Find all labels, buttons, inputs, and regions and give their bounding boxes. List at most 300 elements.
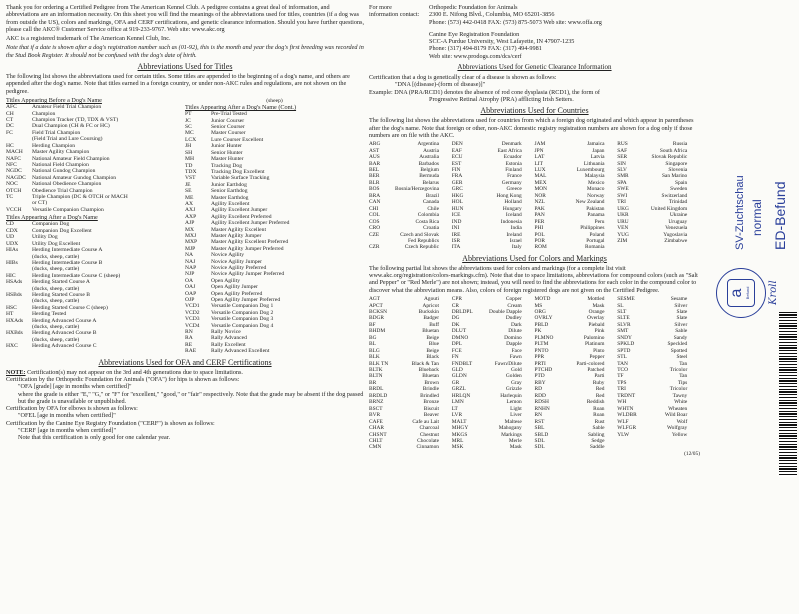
country-abbr: TRI bbox=[617, 199, 626, 206]
color-abbr: BRNZ bbox=[369, 399, 384, 406]
country-meaning: Spain bbox=[674, 179, 688, 186]
seal-stamp bbox=[716, 268, 766, 318]
color-abbr: FNDBLT bbox=[451, 360, 473, 367]
title-abbr: CH bbox=[6, 110, 14, 117]
color-meaning: Speckled bbox=[667, 341, 688, 348]
country-meaning: Canada bbox=[422, 199, 439, 206]
country-meaning: Chile bbox=[427, 205, 439, 212]
color-meaning: Dilute bbox=[508, 328, 522, 335]
title-abbr: SC bbox=[185, 124, 192, 131]
color-abbr: PLMNO bbox=[534, 334, 554, 341]
color-meaning: Tan bbox=[679, 373, 688, 380]
color-abbr: CHAR bbox=[369, 425, 384, 432]
title-meaning: Master Agility Excellent bbox=[211, 226, 266, 233]
country-meaning: New Zealand bbox=[575, 199, 605, 206]
color-abbr: PBLD bbox=[534, 321, 549, 328]
title-abbr: AX bbox=[185, 200, 194, 207]
color-meaning: Brindled bbox=[420, 392, 439, 399]
titles-col-a bbox=[6, 97, 185, 355]
country-meaning: Belarus bbox=[422, 179, 439, 186]
color-meaning: Blue bbox=[428, 341, 439, 348]
intro-paragraph: Thank you for ordering a Certified Pedigree from The American Kennel Club. A pedigree contains a great deal of information, and abbreviations are an information necessity. On this sheet you will find the meanings of the abbreviations used for titles, countries (if a dog was from outside the US), colors and markings, OFA and CERF certifications, and genetic clearance information. Should you have further questions, please call the AKC® Customer Service office at 919-233-9767. Web site: www.akc.org bbox=[6, 4, 364, 33]
title-meaning: Agility Excellent Jumper Preferred bbox=[211, 220, 290, 227]
ofa-line: "OFEL [age in months when certified]" bbox=[18, 412, 116, 420]
color-meaning: Beige bbox=[426, 334, 439, 341]
color-abbr: STL bbox=[617, 354, 627, 361]
title-abbr: HXC bbox=[6, 343, 18, 350]
color-meaning: Patched bbox=[587, 367, 605, 374]
country-meaning: Monaco bbox=[586, 186, 605, 193]
color-meaning: Chestnut bbox=[419, 431, 439, 438]
after-name-cont-table bbox=[185, 111, 291, 354]
genetic-line: Example: DNA (PRA/RCD1) denotes the absence of rod cone dysplasia (RCD1), the form of bbox=[369, 88, 600, 96]
title-meaning: Master Earthdog bbox=[211, 194, 249, 201]
color-abbr: LMN bbox=[451, 399, 464, 406]
country-cell bbox=[369, 244, 452, 250]
color-meaning: Pinto bbox=[593, 347, 605, 354]
country-meaning: Australia bbox=[419, 154, 439, 161]
color-meaning: Merle bbox=[508, 438, 522, 445]
country-meaning: Ecuador bbox=[503, 154, 522, 161]
color-row bbox=[369, 444, 700, 450]
country-abbr: CRO bbox=[369, 225, 381, 232]
title-abbr: OAP bbox=[185, 290, 197, 297]
color-meaning: Chocolate bbox=[417, 438, 439, 445]
country-meaning: Israel bbox=[509, 237, 522, 244]
color-meaning: Pepper bbox=[589, 354, 605, 361]
color-abbr: BHDM bbox=[369, 328, 386, 335]
title-meaning: Open Agility Jumper bbox=[211, 284, 258, 291]
title-meaning: Agility Excellent bbox=[211, 200, 250, 207]
before-name-heading: Titles Appearing Before a Dog's Name bbox=[6, 96, 102, 104]
color-abbr: BVR bbox=[369, 412, 381, 419]
title-abbr: HIAs bbox=[6, 247, 19, 254]
title-meaning: Pre-Trial Tested bbox=[211, 111, 247, 118]
country-abbr: CHI bbox=[369, 205, 379, 212]
country-abbr: COL bbox=[369, 212, 380, 219]
countries-intro: The following list shows the abbreviations used for countries from which a foreign dog originated and which appear in parentheses after the dog's name. Note that foreign or other, non-AKC domestic registry registration numbers are shown for a dog only if those numbers are on file with the AKC. bbox=[369, 117, 694, 139]
color-meaning: Markings bbox=[501, 431, 522, 438]
color-abbr: BLTN bbox=[369, 373, 383, 380]
title-abbr: NJP bbox=[185, 271, 195, 278]
color-meaning: Rust bbox=[594, 418, 605, 425]
country-meaning: Venezuela bbox=[665, 225, 688, 232]
color-meaning: Red bbox=[595, 386, 605, 393]
title-abbr: SE bbox=[185, 188, 192, 195]
color-abbr: WLFGR bbox=[617, 425, 637, 432]
ofa-line: where the grade is either "E," "G," or "F" for "excellent," "good," or "fair" respectively. Note that the grade may be absent if the dog passed but the grade is unavailable or unpublished. bbox=[18, 390, 364, 405]
contact-block bbox=[369, 4, 700, 60]
color-abbr: BSCT bbox=[369, 405, 383, 412]
color-meaning: Spotted bbox=[670, 347, 688, 354]
title-abbr: MC bbox=[185, 130, 194, 137]
color-abbr: CHSNT bbox=[369, 431, 387, 438]
country-abbr: ICE bbox=[451, 212, 461, 219]
country-meaning: Holland bbox=[504, 199, 522, 206]
color-meaning: Wolfgray bbox=[667, 425, 688, 432]
title-abbr: MXJ bbox=[185, 232, 197, 239]
country-abbr: IND bbox=[451, 218, 462, 225]
title-abbr: HC bbox=[6, 142, 14, 149]
country-abbr: LIT bbox=[534, 160, 543, 167]
country-abbr: NOR bbox=[534, 192, 546, 199]
color-meaning: Black & Tan bbox=[411, 360, 439, 367]
color-abbr: MS bbox=[534, 302, 543, 309]
title-abbr: NOC bbox=[6, 181, 18, 188]
title-abbr: RA bbox=[185, 335, 193, 342]
title-abbr: MXP bbox=[185, 239, 198, 246]
country-abbr: HOL bbox=[451, 199, 463, 206]
cerf-address-line: Web site: www.prodogs.com/dcs/cerf bbox=[429, 52, 522, 60]
country-meaning: Hong Kong bbox=[496, 192, 522, 199]
title-abbr: OA bbox=[185, 277, 194, 284]
title-meaning: Versatile Companion Dog 1 bbox=[211, 303, 274, 310]
color-meaning: Red bbox=[595, 392, 605, 399]
genetic-heading: Abbreviations Used for Genetic Clearance Information bbox=[457, 63, 612, 72]
color-meaning: Brown bbox=[424, 379, 439, 386]
color-abbr: BLG bbox=[369, 347, 380, 354]
country-abbr: PHI bbox=[534, 225, 544, 232]
country-meaning: United Kingdom bbox=[650, 205, 688, 212]
color-abbr: TCO bbox=[617, 367, 629, 374]
titles-intro: The following list shows the abbreviations used for certain titles. Some titles are appended to the beginning of a dog's name, and others are appended after the dog's name. Note that titles earned in a foreign country, or under non-AKC rules and regulations, are not shown on the pedigree. bbox=[6, 73, 350, 95]
title-abbr: TD bbox=[185, 162, 193, 169]
country-abbr: BER bbox=[369, 173, 380, 180]
color-abbr: DBLDPL bbox=[451, 308, 473, 315]
color-meaning: Bluetan bbox=[422, 373, 439, 380]
country-abbr: IRE bbox=[451, 231, 461, 238]
color-abbr: LT bbox=[451, 405, 458, 412]
title-meaning: Herding Advanced Course B bbox=[32, 330, 97, 337]
title-meaning: Rally Advanced Excellent bbox=[211, 348, 270, 355]
color-meaning: Wolf bbox=[676, 418, 688, 425]
stamp-line-3: SV-Zuchtschau bbox=[734, 175, 746, 250]
country-meaning: Switzerland bbox=[661, 192, 688, 199]
title-meaning: Open Agility bbox=[211, 277, 241, 284]
title-abbr: NAJ bbox=[185, 258, 196, 265]
country-meaning: Philippines bbox=[580, 225, 605, 232]
color-meaning: Ruby bbox=[592, 379, 605, 386]
color-meaning: Harlequin bbox=[500, 392, 522, 399]
color-meaning: Yellow bbox=[671, 431, 688, 438]
title-abbr: MH bbox=[185, 156, 195, 163]
country-abbr: PAN bbox=[534, 212, 545, 219]
country-meaning: Colombia bbox=[417, 212, 439, 219]
title-meaning: Herding Intermediate Course A bbox=[32, 247, 103, 254]
stamp-line-1: ED-Befund bbox=[772, 181, 788, 250]
color-meaning: Buff bbox=[429, 321, 439, 328]
color-meaning: Maltese bbox=[504, 418, 522, 425]
title-meaning: Herding Tested bbox=[32, 311, 67, 318]
color-abbr: CHLT bbox=[369, 438, 383, 445]
color-meaning: Steel bbox=[676, 354, 688, 361]
color-abbr: DLUT bbox=[451, 328, 467, 335]
title-abbr: VCD2 bbox=[185, 309, 200, 316]
title-abbr: SH bbox=[185, 149, 193, 156]
title-meaning: (ducks, sheep, cattle) bbox=[32, 298, 80, 305]
color-meaning: Grizzle bbox=[505, 386, 522, 393]
country-abbr: SWE bbox=[617, 186, 629, 193]
country-meaning: Hungary bbox=[502, 205, 522, 212]
color-meaning: Sesame bbox=[670, 296, 688, 303]
color-meaning: White bbox=[674, 399, 688, 406]
color-meaning: Lemon bbox=[506, 399, 522, 406]
country-abbr: PAK bbox=[534, 205, 545, 212]
title-meaning: Herding Started Course C (sheep) bbox=[32, 304, 108, 311]
color-abbr: BRDL bbox=[369, 386, 384, 393]
country-abbr: BRA bbox=[369, 192, 381, 199]
color-meaning: Silver bbox=[674, 302, 688, 309]
country-meaning: Czech and Slovak bbox=[400, 231, 439, 238]
color-abbr: SDL bbox=[534, 438, 545, 445]
color-abbr: SLT bbox=[617, 308, 627, 315]
color-abbr: BF bbox=[369, 321, 376, 328]
title-abbr: VCD3 bbox=[185, 316, 200, 323]
color-abbr: APCT bbox=[369, 302, 383, 309]
title-meaning: Champion bbox=[32, 110, 56, 117]
title-meaning: Amateur Field Trial Champion bbox=[32, 104, 102, 111]
barcode bbox=[779, 312, 797, 477]
color-meaning: Slate bbox=[676, 315, 688, 322]
country-abbr: POR bbox=[534, 237, 545, 244]
color-abbr: TPS bbox=[617, 379, 627, 386]
color-meaning: Tawny bbox=[672, 392, 688, 399]
country-abbr: FIN bbox=[451, 166, 461, 173]
title-abbr: CT bbox=[6, 117, 14, 124]
country-meaning: East Africa bbox=[497, 147, 522, 154]
before-name-table bbox=[6, 104, 130, 213]
ofa-address-line: 2300 E. Nifong Blvd., Columbia, MO 65201-3856 bbox=[429, 11, 555, 19]
country-abbr: SWI bbox=[617, 192, 628, 199]
country-meaning: Yugoslavia bbox=[663, 231, 688, 238]
ofa-line: Note that this certification is only good for one calendar year. bbox=[18, 434, 171, 442]
title-meaning: Versatile Companion Dog 4 bbox=[211, 322, 274, 329]
color-meaning: Tricolor bbox=[669, 367, 688, 374]
color-meaning: Orange bbox=[588, 308, 605, 315]
country-abbr: JPN bbox=[534, 147, 544, 154]
title-meaning: Herding Champion bbox=[32, 142, 76, 149]
title-abbr: FC bbox=[6, 129, 13, 136]
title-abbr: HXAds bbox=[6, 317, 24, 324]
title-meaning: Tracking Dog Excellent bbox=[211, 168, 265, 175]
country-meaning: Romania bbox=[585, 244, 605, 251]
country-meaning: Italy bbox=[511, 244, 522, 251]
color-abbr: GRZL bbox=[451, 386, 466, 393]
color-abbr: MHGY bbox=[451, 425, 469, 432]
country-abbr: PER bbox=[534, 218, 545, 225]
color-abbr: BR bbox=[369, 379, 377, 386]
color-meaning: Sandy bbox=[673, 334, 688, 341]
color-meaning: Reddish bbox=[586, 399, 605, 406]
title-abbr: PT bbox=[185, 111, 192, 118]
title-meaning: Senior Earthdog bbox=[211, 188, 248, 195]
country-meaning: Uruguay bbox=[668, 218, 688, 225]
color-abbr: SMT bbox=[617, 328, 629, 335]
color-abbr: RD bbox=[534, 386, 542, 393]
country-abbr: SMR bbox=[617, 173, 629, 180]
color-abbr: TF bbox=[617, 373, 624, 380]
color-abbr: BLTK bbox=[369, 367, 383, 374]
country-abbr: MAL bbox=[534, 173, 547, 180]
colors-heading: Abbreviations Used for Colors and Markings bbox=[462, 253, 607, 263]
country-cell bbox=[617, 244, 700, 250]
title-abbr: UDX bbox=[6, 240, 19, 247]
country-meaning: Singapore bbox=[665, 160, 688, 167]
color-meaning: Tan bbox=[679, 360, 688, 367]
color-abbr: WLF bbox=[617, 418, 629, 425]
title-meaning: National Field Champion bbox=[32, 161, 89, 168]
more-info-label: For more information contact: bbox=[369, 4, 420, 19]
color-meaning: Cream bbox=[507, 302, 522, 309]
country-meaning: Austria bbox=[423, 147, 439, 154]
country-abbr: VEN bbox=[617, 225, 629, 232]
title-abbr: VST bbox=[185, 175, 196, 182]
country-abbr: CZR bbox=[369, 244, 380, 251]
title-abbr: VCCH bbox=[6, 206, 22, 213]
color-abbr: MOTD bbox=[534, 296, 551, 303]
title-abbr: RN bbox=[185, 329, 193, 336]
country-abbr: MON bbox=[534, 186, 548, 193]
title-meaning: Master Hunter bbox=[211, 156, 244, 163]
color-abbr: SPKLD bbox=[617, 341, 635, 348]
country-meaning: Mexico bbox=[588, 179, 605, 186]
country-abbr: UKR bbox=[617, 212, 629, 219]
title-abbr: JE bbox=[185, 181, 191, 188]
color-abbr: MRL bbox=[451, 438, 464, 445]
title-meaning: Junior Hunter bbox=[211, 143, 242, 150]
color-abbr: BG bbox=[369, 334, 377, 341]
color-meaning: Sedge bbox=[591, 438, 605, 445]
title-abbr: NGDC bbox=[6, 168, 22, 175]
country-meaning: Malaysia bbox=[584, 173, 605, 180]
country-meaning: Brazil bbox=[425, 192, 439, 199]
color-meaning: Pink bbox=[594, 328, 605, 335]
title-row bbox=[185, 348, 291, 354]
ofa-address-line: Orthopedic Foundation for Animals bbox=[429, 4, 518, 11]
color-meaning: Dark bbox=[510, 321, 522, 328]
color-meaning: Sable bbox=[675, 328, 688, 335]
genetic-line: Progressive Retinal Atrophy (PRA) afflicting Irish Setters. bbox=[429, 95, 574, 103]
title-abbr: MJP bbox=[185, 245, 196, 252]
color-abbr: PTD bbox=[534, 373, 545, 380]
ofa-line: "CERF [age in months when certified]" bbox=[18, 427, 117, 435]
title-meaning: Triple Champion (DC & OTCH or MACH bbox=[32, 193, 128, 200]
color-meaning: Slate bbox=[676, 308, 688, 315]
country-meaning: Poland bbox=[589, 231, 605, 238]
color-abbr: RBY bbox=[534, 379, 546, 386]
color-meaning: Mask bbox=[509, 444, 522, 451]
color-meaning: Mask bbox=[592, 302, 605, 309]
color-meaning: Sabling bbox=[588, 431, 605, 438]
country-abbr: BOS bbox=[369, 186, 380, 193]
country-abbr: URU bbox=[617, 218, 629, 225]
title-meaning: Master Agility Excellent Preferred bbox=[211, 239, 289, 246]
title-abbr: HIC bbox=[6, 272, 16, 279]
title-abbr: AFC bbox=[6, 104, 17, 111]
title-abbr: CDX bbox=[6, 227, 18, 234]
title-abbr: TC bbox=[6, 193, 14, 200]
color-meaning: Palomino bbox=[583, 334, 605, 341]
color-meaning: Biscuit bbox=[423, 405, 439, 412]
color-abbr: GR bbox=[451, 379, 460, 386]
title-meaning: Champion Tracker (TD, TDX & VST) bbox=[32, 117, 119, 124]
color-meaning: Dudley bbox=[505, 315, 522, 322]
title-meaning: National Amateur Gundog Champion bbox=[32, 174, 117, 181]
contact-addresses bbox=[421, 4, 602, 60]
color-abbr: BDGR bbox=[369, 315, 384, 322]
country-meaning: France bbox=[507, 173, 522, 180]
color-meaning: Saddle bbox=[589, 444, 605, 451]
title-abbr: HSAds bbox=[6, 279, 23, 286]
color-abbr: TAN bbox=[617, 360, 628, 367]
color-meaning: Wild Boar bbox=[664, 412, 688, 419]
title-meaning: Rally Novice bbox=[211, 329, 241, 336]
ofa-line: "OFA [grade] [age in months when certified]" bbox=[18, 383, 132, 391]
left-column bbox=[6, 4, 364, 442]
country-abbr: SAF bbox=[617, 147, 628, 154]
color-meaning: Parti bbox=[594, 373, 605, 380]
country-abbr: ROM bbox=[534, 244, 547, 251]
title-abbr: DC bbox=[6, 123, 14, 130]
title-abbr: JH bbox=[185, 143, 192, 150]
color-meaning: Cinnamon bbox=[416, 444, 439, 451]
title-meaning: National Obedience Champion bbox=[32, 181, 102, 188]
color-abbr: GLD bbox=[451, 367, 463, 374]
title-abbr: TDX bbox=[185, 168, 197, 175]
country-row bbox=[369, 244, 700, 250]
color-meaning: Light bbox=[510, 405, 522, 412]
color-abbr: DMNO bbox=[451, 334, 469, 341]
country-abbr: DEN bbox=[451, 141, 463, 148]
title-abbr: LCX bbox=[185, 136, 197, 143]
color-abbr: MKGS bbox=[451, 431, 468, 438]
title-meaning: Senior Hunter bbox=[211, 149, 243, 156]
stamp-line-2: normal bbox=[750, 199, 764, 236]
color-abbr: WH bbox=[617, 399, 627, 406]
color-abbr: SLTE bbox=[617, 315, 630, 322]
country-abbr: ISR bbox=[451, 237, 461, 244]
title-meaning: Versatile Companion Dog 2 bbox=[211, 309, 274, 316]
country-abbr: MEX bbox=[534, 179, 547, 186]
color-meaning: Charcoal bbox=[419, 425, 439, 432]
color-meaning: Cafe au Lait bbox=[412, 418, 439, 425]
country-abbr: NZL bbox=[534, 199, 545, 206]
title-abbr: NAGDC bbox=[6, 174, 26, 181]
title-meaning: Master Agility Jumper bbox=[211, 232, 262, 239]
color-meaning: Apricot bbox=[422, 302, 439, 309]
color-abbr: SESME bbox=[617, 296, 635, 303]
country-abbr: CAN bbox=[369, 199, 381, 206]
country-abbr: EST bbox=[451, 160, 462, 167]
color-meaning: Roan bbox=[593, 412, 605, 419]
color-meaning: Mottled bbox=[587, 296, 605, 303]
country-meaning: Russia bbox=[672, 141, 688, 148]
genetic-line: Certification that a dog is genetically clear of a disease is shown as follows: bbox=[369, 74, 557, 82]
color-meaning: Face bbox=[511, 347, 522, 354]
cerf-address-line: Canine Eye Registration Foundation bbox=[429, 30, 520, 38]
color-meaning: Gold bbox=[510, 367, 522, 374]
country-meaning: South Africa bbox=[659, 147, 688, 154]
title-abbr: CD bbox=[6, 221, 14, 228]
title-meaning: Junior Earthdog bbox=[211, 181, 247, 188]
title-meaning: Utility Dog bbox=[32, 234, 58, 241]
after-name-table bbox=[6, 221, 122, 349]
title-abbr: VCD1 bbox=[185, 303, 200, 310]
title-meaning: (ducks, sheep, cattle) bbox=[32, 336, 80, 343]
title-meaning: Variable Surface Tracking bbox=[211, 175, 270, 182]
country-abbr: FRA bbox=[451, 173, 463, 180]
country-meaning: Ukraine bbox=[669, 212, 688, 219]
